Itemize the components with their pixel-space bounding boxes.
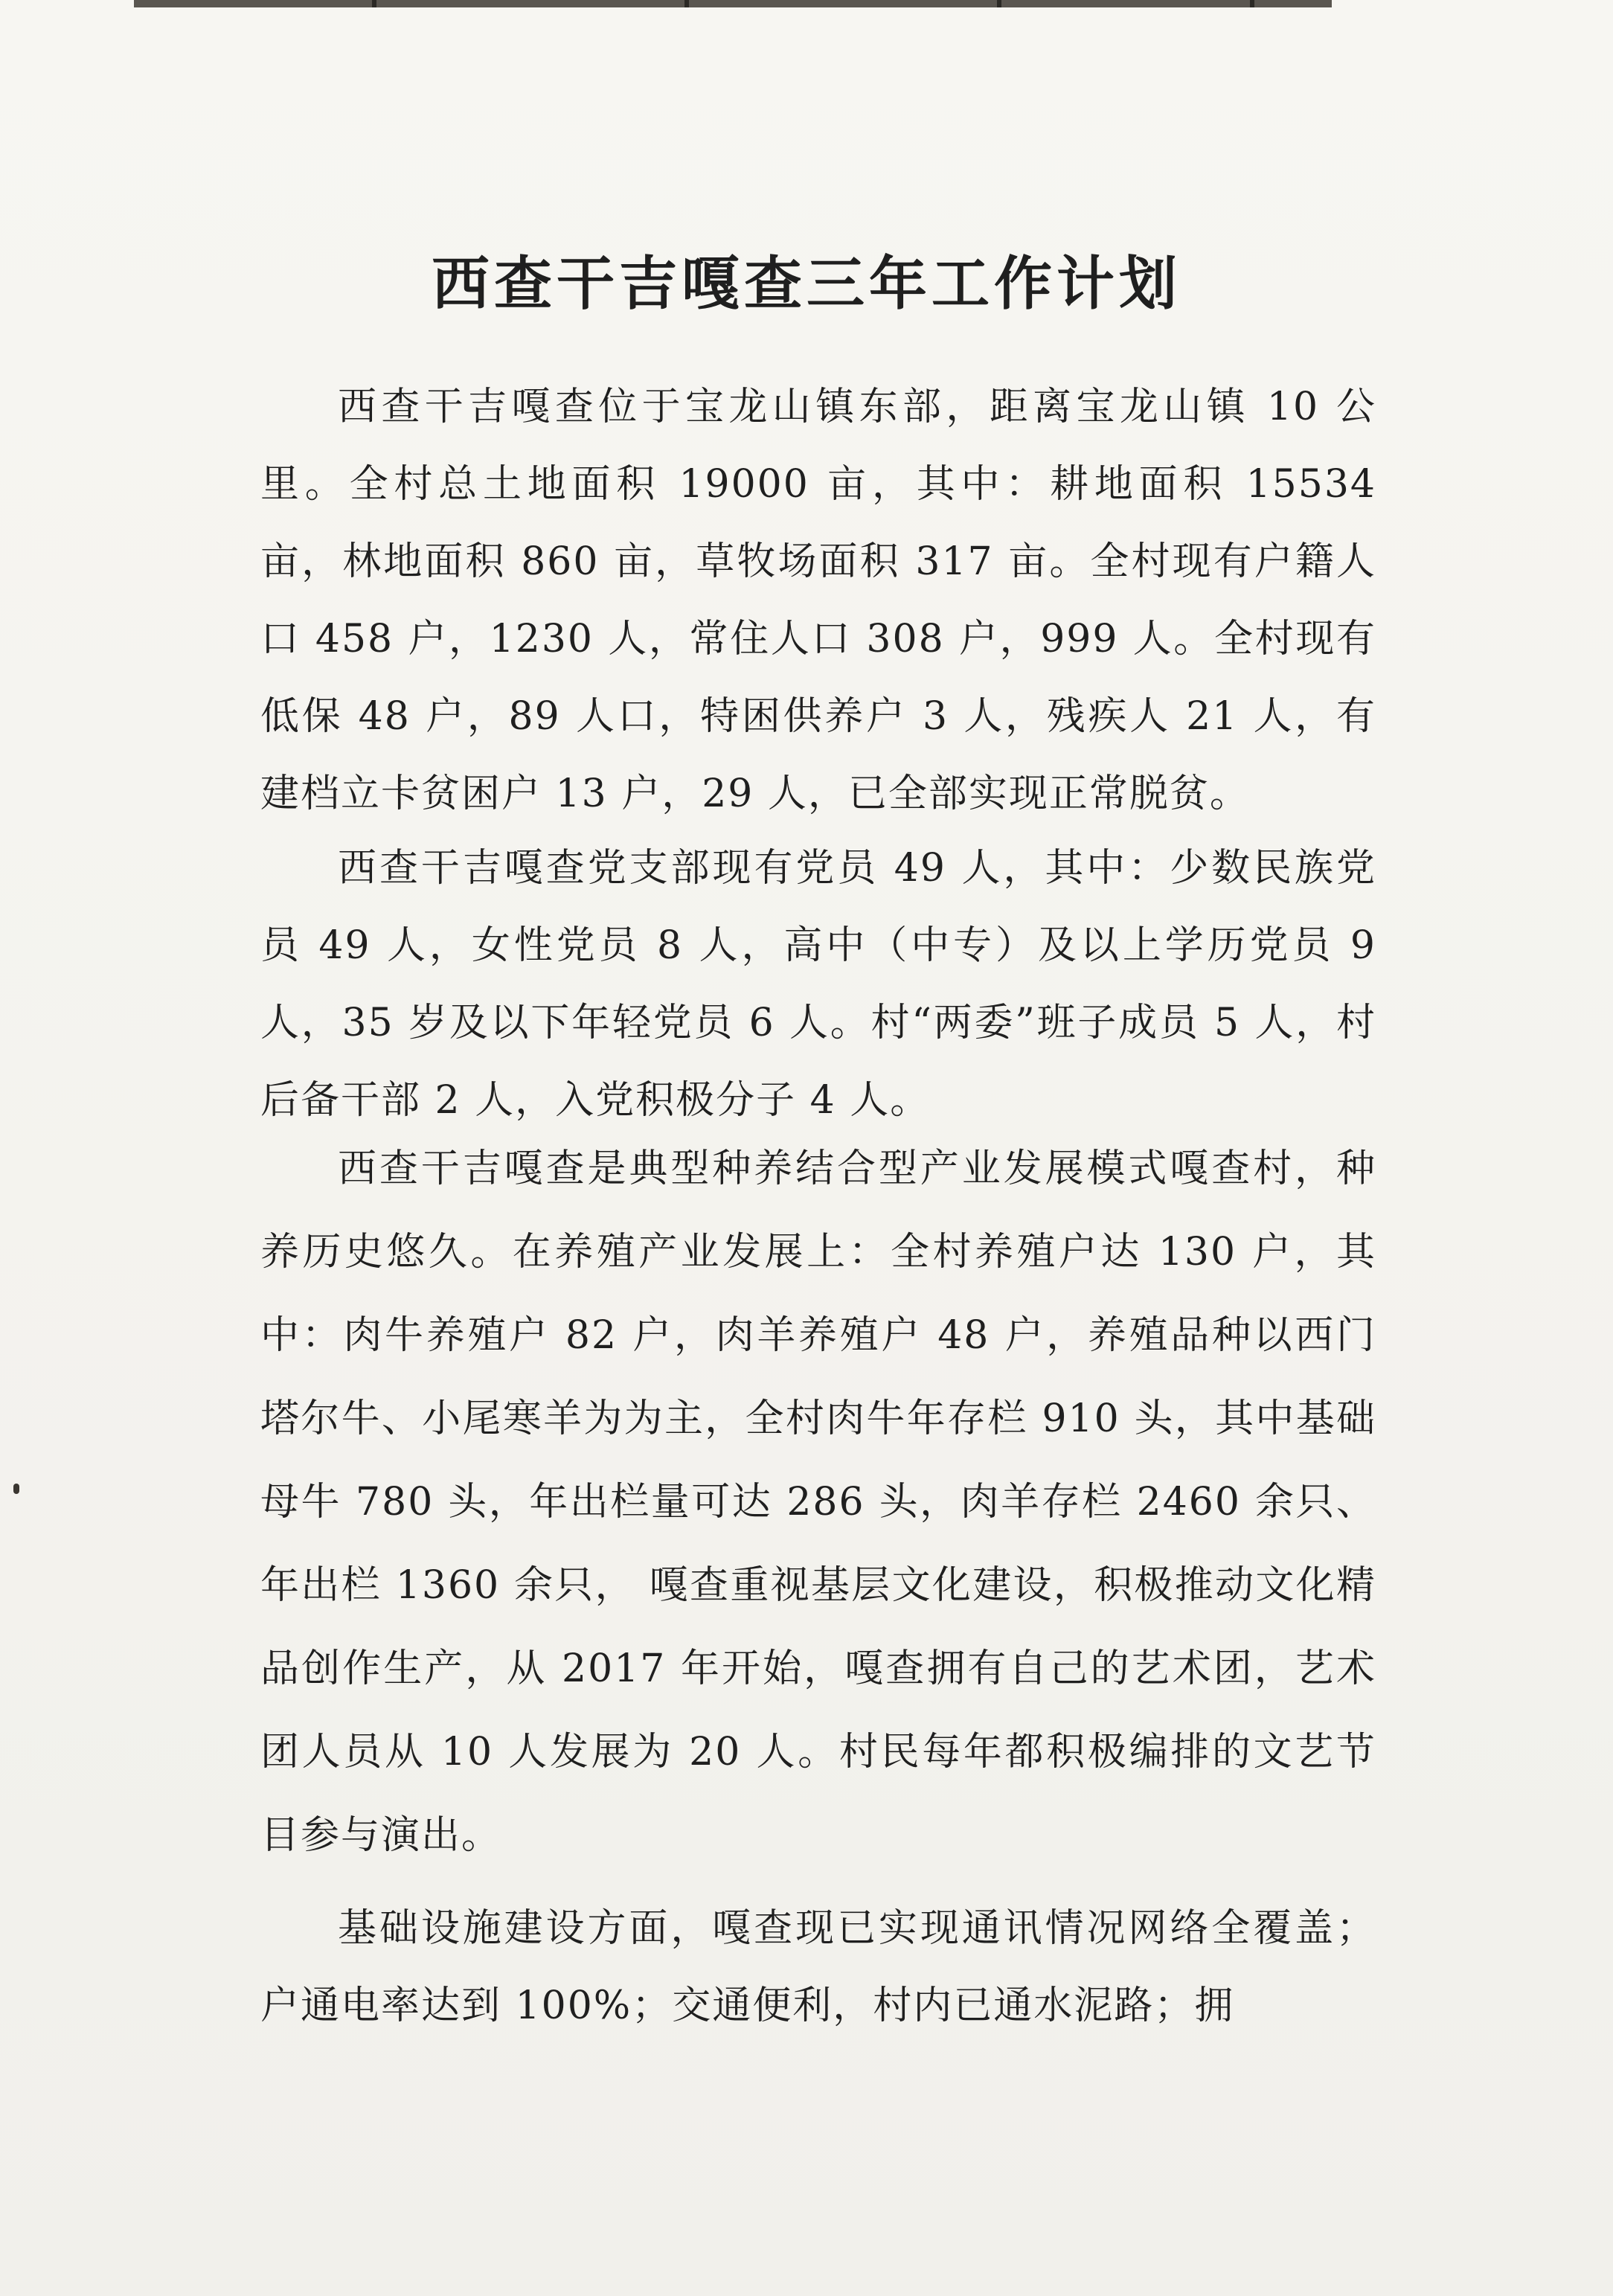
edge-mark bbox=[684, 0, 689, 7]
paragraph-party-branch: 西查干吉嘎查党支部现有党员 49 人，其中：少数民族党员 49 人，女性党员 8 人，高中（中专）及以上学历党员 9 人，35 岁及以下年轻党员 6 人。村“两委”班子成员 5 人，村后备干部 2 人，入党积极分子 4 人。 bbox=[260, 846, 1376, 1123]
document-title: 西查干吉嘎查三年工作计划 bbox=[431, 250, 1181, 318]
paragraph-infrastructure: 基础设施建设方面，嘎查现已实现通讯情况网络全覆盖；户通电率达到 100%；交通便利，村内已通水泥路；拥 bbox=[260, 1906, 1376, 2028]
paragraph-overview: 西查干吉嘎查位于宝龙山镇东部，距离宝龙山镇 10 公里。全村总土地面积 19000 亩，其中：耕地面积 15534 亩，林地面积 860 亩，草牧场面积 317 亩。全村现有户籍人口 458 户，1230 人，常住人口 308 户，999 人。全村现有低保 48 户，89 人口，特困供养户 3 人，残疾人 21 人，有建档立卡贫困户 13 户，29 人，已全部实现正常脱贫。 bbox=[260, 385, 1376, 816]
edge-mark bbox=[1250, 0, 1254, 7]
edge-mark bbox=[372, 0, 376, 7]
page-top-edge bbox=[134, 0, 1332, 7]
edge-mark bbox=[997, 0, 1001, 7]
paragraph-industry: 西查干吉嘎查是典型种养结合型产业发展模式嘎查村，种养历史悠久。在养殖产业发展上：全村养殖户达 130 户，其中：肉牛养殖户 82 户，肉羊养殖户 48 户，养殖品种以西门塔尔牛、小尾寒羊为为主，全村肉牛年存栏 910 头，其中基础母牛 780 头，年出栏量可达 286 头，肉羊存栏 2460 余只、年出栏 1360 余只， 嘎查重视基层文化建设，积极推动文化精品创作生产，从 2017 年开始，嘎查拥有自己的艺术团，艺术团人员从 10 人发展为 20 人。村民每年都积极编排的文艺节目参与演出。 bbox=[260, 1147, 1376, 1858]
margin-speck bbox=[13, 1484, 19, 1494]
